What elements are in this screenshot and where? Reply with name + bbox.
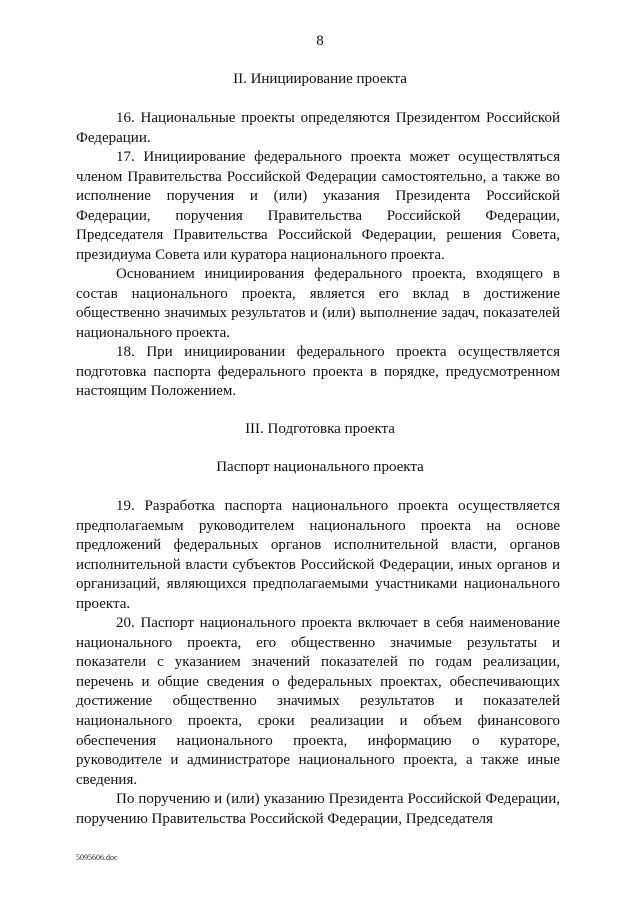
paragraph-17-basis: Основанием инициирования федерального проекта, входящего в состав национального проекта, является его вклад в достижение общественно значимых результатов и (или) выполнение задач, показателей национального проекта. [76,266,560,341]
paragraph-16: 16. Национальные проекты определяются Президентом Российской Федерации. [76,110,560,146]
paragraph-17: 17. Инициирование федерального проекта может осуществляться членом Правительства Российской Федерации самостоятельно, а также во исполнение поручения и (или) указания Президента Российской Федерации, поручения Правительства Российской Федерации, Председателя Правительства Российской Федерации, решения Совета, президиума Совета или куратора национального проекта. [76,149,560,263]
paragraph-19: 19. Разработка паспорта национального проекта осуществляется предполагаемым руководителем национального проекта на основе предложений федеральных органов исполнительной власти, органов исполнительной власти субъектов Российской Федерации, иных органов и организаций, являющихся предполагаемыми участниками национального проекта. [76,498,560,612]
page-number: 8 [316,33,324,49]
paragraph-20-instruction: По поручению и (или) указанию Президента Российской Федерации, поручению Правительства Российской Федерации, Председателя [76,791,560,827]
paragraph-18: 18. При инициировании федерального проекта осуществляется подготовка паспорта федерального проекта в порядке, предусмотренном настоящим Положением. [76,344,560,400]
section-heading-preparation: III. Подготовка проекта [245,421,395,437]
section-heading-initiation: II. Инициирование проекта [233,71,407,87]
file-name-footer: 5095606.doc [76,853,118,862]
subheading-passport: Паспорт национального проекта [216,459,424,475]
paragraph-20: 20. Паспорт национального проекта включает в себя наименование национального проекта, его общественно значимые результаты и показатели с указанием значений показателей по годам реализации, перечень и общие сведения о федеральных проектах, обеспечивающих достижение общественно значимых результатов и показателей национального проекта, сроки реализации и объем финансового обеспечения национального проекта, информацию о кураторе, руководителе и администраторе национального проекта, а также иные сведения. [76,615,560,788]
